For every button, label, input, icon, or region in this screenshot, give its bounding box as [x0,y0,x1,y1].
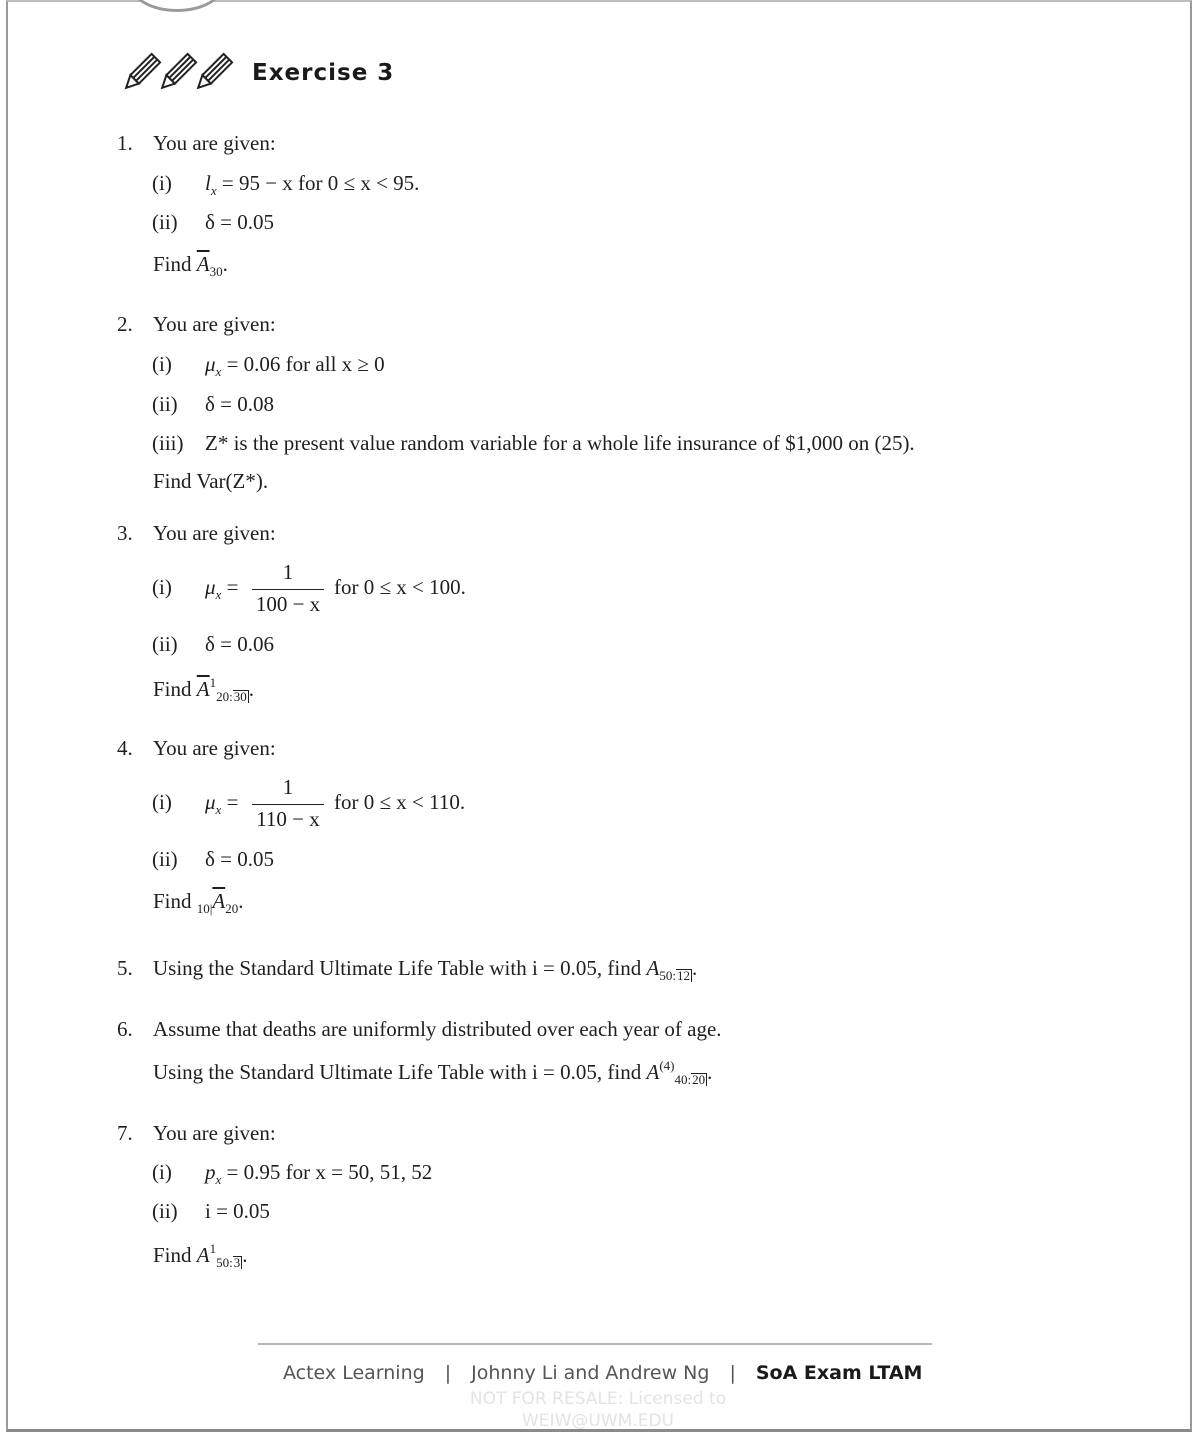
license-watermark: NOT FOR RESALE: Licensed to WEIW@UWM.EDU [469,1389,727,1431]
q7-i-label: (i) [152,1160,172,1184]
exercise-header [120,48,394,98]
q2-iii-text: Z* is the present value random variable for a whole life insurance of $1,000 on (25). [205,431,915,455]
q1-i-label: (i) [152,171,172,195]
q1-find: Find $\overline{A}_{30}$. [153,252,228,279]
footer-separator: | [444,1362,452,1384]
q4-find: Find $_{10|}\overline{A}_{20}$. [153,889,244,916]
q7-number: 7. [117,1121,133,1145]
q3-intro: You are given: [153,521,276,545]
q3-find: Find $\overline{A}^1_{20:30}$. [153,675,254,704]
q4-i-label: (i) [152,790,172,814]
q4-intro: You are given: [153,736,276,760]
q3-ii-label: (ii) [152,632,178,656]
q7-ii-expr: i = 0.05 [205,1199,270,1223]
q6-line1: Assume that deaths are uniformly distributed over each year of age. [153,1017,722,1041]
page-border [6,0,1192,1432]
q6-line2: Using the Standard Ultimate Life Table with i = 0.05, find $A^{(4)}_{40:20}$. [153,1058,713,1087]
q6-number: 6. [117,1017,133,1041]
q3-ii-expr: δ = 0.06 [205,632,274,656]
footer [283,1362,922,1384]
q2-i-label: (i) [152,352,172,376]
footer-exam: SoA Exam LTAM [755,1362,923,1384]
q3-i-label: (i) [152,575,172,599]
q3-i-tail: for 0 ≤ x < 100. [334,575,466,599]
footer-publisher: Actex Learning [283,1362,425,1384]
q1-i-expr: $l_x = 95 - x$ for 0 ≤ x < 95. [205,171,420,198]
q2-ii-label: (ii) [152,392,178,416]
pencil-icon [192,50,234,96]
q4-number: 4. [117,736,133,760]
q5-number: 5. [117,956,133,980]
q4-ii-expr: δ = 0.05 [205,847,274,871]
footer-authors: Johnny Li and Andrew Ng [471,1362,710,1384]
q2-ii-expr: δ = 0.08 [205,392,274,416]
exercise-title: Exercise 3 [252,60,395,86]
q1-intro: You are given: [153,131,276,155]
q2-iii-label: (iii) [152,431,184,455]
q3-mu-symbol: $\mu_x$ = [205,575,239,602]
q4-ii-label: (ii) [152,847,178,871]
q2-intro: You are given: [153,312,276,336]
q2-find: Find Var(Z*). [153,469,269,493]
q1-ii-label: (ii) [152,210,178,234]
q7-ii-label: (ii) [152,1199,178,1223]
q1-number: 1. [117,131,133,155]
q7-find: Find $A^1_{50:3}$. [153,1241,248,1270]
footer-rule [258,1343,932,1345]
q1-ii-expr: δ = 0.05 [205,210,274,234]
q2-number: 2. [117,312,133,336]
q5-text: Using the Standard Ultimate Life Table with i = 0.05, find $A_{50:12}$. [153,956,698,983]
q2-i-expr: $\mu_x = 0.06$ for all x ≥ 0 [205,352,385,379]
footer-separator: | [729,1362,736,1384]
q3-number: 3. [117,521,133,545]
pencil-icons [120,50,228,96]
q4-fraction: $\frac{1}{110 - x}$ [252,775,324,832]
q3-fraction: $\frac{1}{100 - x}$ [252,560,324,617]
q4-mu-symbol: $\mu_x$ = [205,790,239,817]
q4-i-tail: for 0 ≤ x < 110. [334,790,466,814]
q7-i-expr: $p_x = 0.95$ for x = 50, 51, 52 [205,1160,433,1187]
q7-intro: You are given: [153,1121,276,1145]
